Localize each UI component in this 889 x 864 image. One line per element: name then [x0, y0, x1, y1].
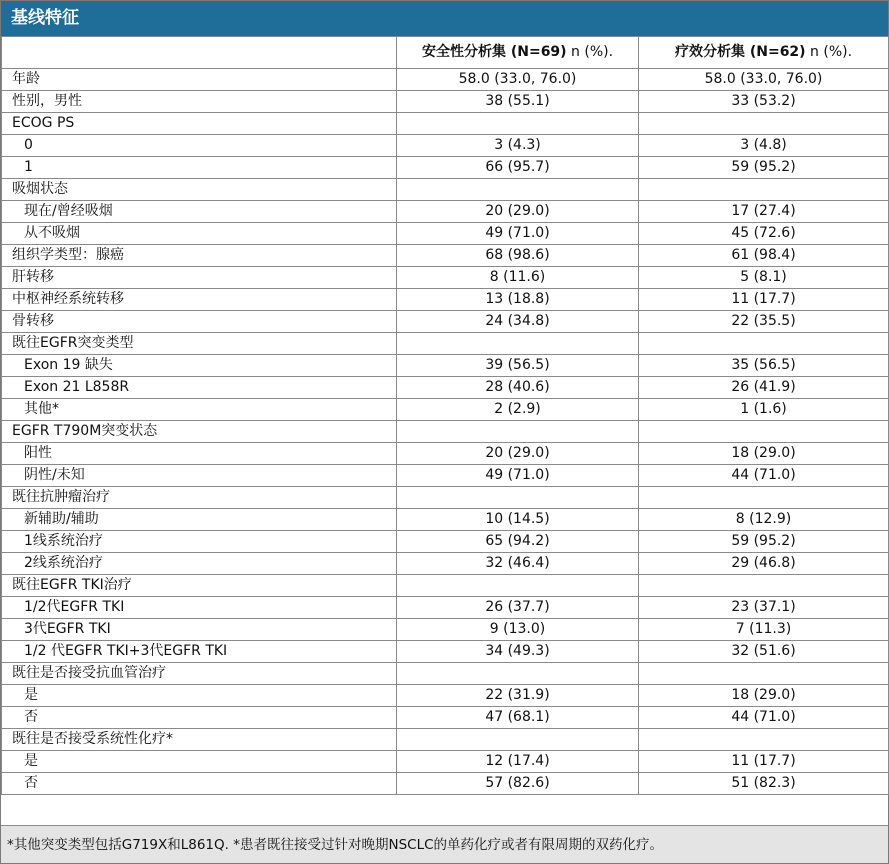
efficacy-set-value: 61 (98.4): [639, 245, 889, 267]
table-row: [2, 421, 889, 443]
row-label: 组织学类型：腺癌: [2, 245, 397, 267]
efficacy-set-value: [639, 421, 889, 443]
row-label: 中枢神经系统转移: [2, 289, 397, 311]
safety-set-value: 65 (94.2): [397, 531, 639, 553]
header-label-column: [2, 37, 397, 69]
table-row: [2, 399, 889, 421]
row-label: 0: [2, 135, 397, 157]
efficacy-set-value: 22 (35.5): [639, 311, 889, 333]
row-label: 否: [2, 773, 397, 795]
table-row: [2, 91, 889, 113]
safety-set-value: 12 (17.4): [397, 751, 639, 773]
table-row: [2, 157, 889, 179]
table-row: [2, 465, 889, 487]
safety-set-value: 20 (29.0): [397, 201, 639, 223]
row-label: 阳性: [2, 443, 397, 465]
efficacy-set-value: [639, 663, 889, 685]
row-label: 2线系统治疗: [2, 553, 397, 575]
row-label: 肝转移: [2, 267, 397, 289]
baseline-table: [1, 36, 889, 795]
row-label: EGFR T790M突变状态: [2, 421, 397, 443]
table-row: [2, 69, 889, 91]
row-label: 既往是否接受抗血管治疗: [2, 663, 397, 685]
efficacy-set-value: 18 (29.0): [639, 685, 889, 707]
safety-set-value: 20 (29.0): [397, 443, 639, 465]
efficacy-set-value: 11 (17.7): [639, 751, 889, 773]
row-label: Exon 19 缺失: [2, 355, 397, 377]
efficacy-set-value: 26 (41.9): [639, 377, 889, 399]
table-title: 基线特征: [1, 1, 888, 36]
efficacy-set-value: [639, 575, 889, 597]
safety-set-value: [397, 179, 639, 201]
safety-set-value: 13 (18.8): [397, 289, 639, 311]
header-safety-set: [397, 37, 639, 69]
safety-set-value: [397, 575, 639, 597]
efficacy-set-value: 44 (71.0): [639, 707, 889, 729]
efficacy-set-value: 33 (53.2): [639, 91, 889, 113]
safety-set-value: [397, 333, 639, 355]
row-label: 从不吸烟: [2, 223, 397, 245]
header-safety-set-name: 安全性分析集 (N=69): [421, 44, 567, 60]
table-row: [2, 135, 889, 157]
row-label: 性别，男性: [2, 91, 397, 113]
safety-set-value: 22 (31.9): [397, 685, 639, 707]
safety-set-value: [397, 729, 639, 751]
safety-set-value: 10 (14.5): [397, 509, 639, 531]
row-label: 是: [2, 751, 397, 773]
efficacy-set-value: 58.0 (33.0, 76.0): [639, 69, 889, 91]
table-row: [2, 729, 889, 751]
table-row: [2, 267, 889, 289]
table-row: [2, 685, 889, 707]
efficacy-set-value: 11 (17.7): [639, 289, 889, 311]
safety-set-value: 9 (13.0): [397, 619, 639, 641]
table-row: [2, 179, 889, 201]
safety-set-value: 34 (49.3): [397, 641, 639, 663]
row-label: 现在/曾经吸烟: [2, 201, 397, 223]
safety-set-value: 68 (98.6): [397, 245, 639, 267]
table-row: [2, 707, 889, 729]
table-row: [2, 619, 889, 641]
table-header-row: [2, 37, 889, 69]
safety-set-value: 66 (95.7): [397, 157, 639, 179]
table-row: [2, 773, 889, 795]
safety-set-value: 8 (11.6): [397, 267, 639, 289]
row-label: 既往EGFR突变类型: [2, 333, 397, 355]
safety-set-value: 57 (82.6): [397, 773, 639, 795]
efficacy-set-value: 35 (56.5): [639, 355, 889, 377]
efficacy-set-value: 59 (95.2): [639, 531, 889, 553]
row-label: 1线系统治疗: [2, 531, 397, 553]
table-row: [2, 201, 889, 223]
table-row: [2, 333, 889, 355]
table-row: [2, 223, 889, 245]
efficacy-set-value: [639, 333, 889, 355]
header-efficacy-set-unit: n (%).: [805, 44, 853, 60]
safety-set-value: [397, 487, 639, 509]
row-label: 1/2代EGFR TKI: [2, 597, 397, 619]
efficacy-set-value: 51 (82.3): [639, 773, 889, 795]
row-label: 是: [2, 685, 397, 707]
safety-set-value: 38 (55.1): [397, 91, 639, 113]
table-row: [2, 641, 889, 663]
row-label: 否: [2, 707, 397, 729]
efficacy-set-value: 32 (51.6): [639, 641, 889, 663]
efficacy-set-value: 7 (11.3): [639, 619, 889, 641]
efficacy-set-value: [639, 487, 889, 509]
row-label: 1/2 代EGFR TKI+3代EGFR TKI: [2, 641, 397, 663]
safety-set-value: [397, 663, 639, 685]
efficacy-set-value: 1 (1.6): [639, 399, 889, 421]
row-label: 既往是否接受系统性化疗*: [2, 729, 397, 751]
safety-set-value: 28 (40.6): [397, 377, 639, 399]
table-row: [2, 355, 889, 377]
safety-set-value: 2 (2.9): [397, 399, 639, 421]
safety-set-value: 58.0 (33.0, 76.0): [397, 69, 639, 91]
efficacy-set-value: 23 (37.1): [639, 597, 889, 619]
safety-set-value: 47 (68.1): [397, 707, 639, 729]
table-row: [2, 553, 889, 575]
table-row: [2, 289, 889, 311]
safety-set-value: 3 (4.3): [397, 135, 639, 157]
row-label: Exon 21 L858R: [2, 377, 397, 399]
table-row: [2, 509, 889, 531]
safety-set-value: 49 (71.0): [397, 223, 639, 245]
table-row: [2, 597, 889, 619]
header-safety-set-unit: n (%).: [566, 44, 614, 60]
efficacy-set-value: 45 (72.6): [639, 223, 889, 245]
table-row: [2, 487, 889, 509]
row-label: 1: [2, 157, 397, 179]
table-body: [2, 69, 889, 795]
safety-set-value: 24 (34.8): [397, 311, 639, 333]
efficacy-set-value: [639, 729, 889, 751]
row-label: 吸烟状态: [2, 179, 397, 201]
efficacy-set-value: 5 (8.1): [639, 267, 889, 289]
safety-set-value: [397, 421, 639, 443]
row-label: 新辅助/辅助: [2, 509, 397, 531]
row-label: 既往抗肿瘤治疗: [2, 487, 397, 509]
table-row: [2, 443, 889, 465]
safety-set-value: 49 (71.0): [397, 465, 639, 487]
efficacy-set-value: 17 (27.4): [639, 201, 889, 223]
row-label: 骨转移: [2, 311, 397, 333]
table-row: [2, 113, 889, 135]
safety-set-value: 32 (46.4): [397, 553, 639, 575]
table-row: [2, 377, 889, 399]
row-label: 年龄: [2, 69, 397, 91]
table-footnote: *其他突变类型包括G719X和L861Q. *患者既往接受过针对晚期NSCLC的单药化疗或者有限周期的双药化疗。: [1, 825, 888, 863]
table-row: [2, 663, 889, 685]
table-row: [2, 751, 889, 773]
row-label: 既往EGFR TKI治疗: [2, 575, 397, 597]
efficacy-set-value: 44 (71.0): [639, 465, 889, 487]
safety-set-value: [397, 113, 639, 135]
row-label: 3代EGFR TKI: [2, 619, 397, 641]
table-row: [2, 531, 889, 553]
efficacy-set-value: 29 (46.8): [639, 553, 889, 575]
efficacy-set-value: [639, 179, 889, 201]
efficacy-set-value: 8 (12.9): [639, 509, 889, 531]
row-label: 阴性/未知: [2, 465, 397, 487]
efficacy-set-value: 3 (4.8): [639, 135, 889, 157]
row-label: ECOG PS: [2, 113, 397, 135]
table-row: [2, 575, 889, 597]
header-efficacy-set-name: 疗效分析集 (N=62): [674, 44, 806, 60]
safety-set-value: 39 (56.5): [397, 355, 639, 377]
table-row: [2, 245, 889, 267]
efficacy-set-value: [639, 113, 889, 135]
row-label: 其他*: [2, 399, 397, 421]
efficacy-set-value: 59 (95.2): [639, 157, 889, 179]
efficacy-set-value: 18 (29.0): [639, 443, 889, 465]
safety-set-value: 26 (37.7): [397, 597, 639, 619]
header-efficacy-set: [639, 37, 889, 69]
table-row: [2, 311, 889, 333]
